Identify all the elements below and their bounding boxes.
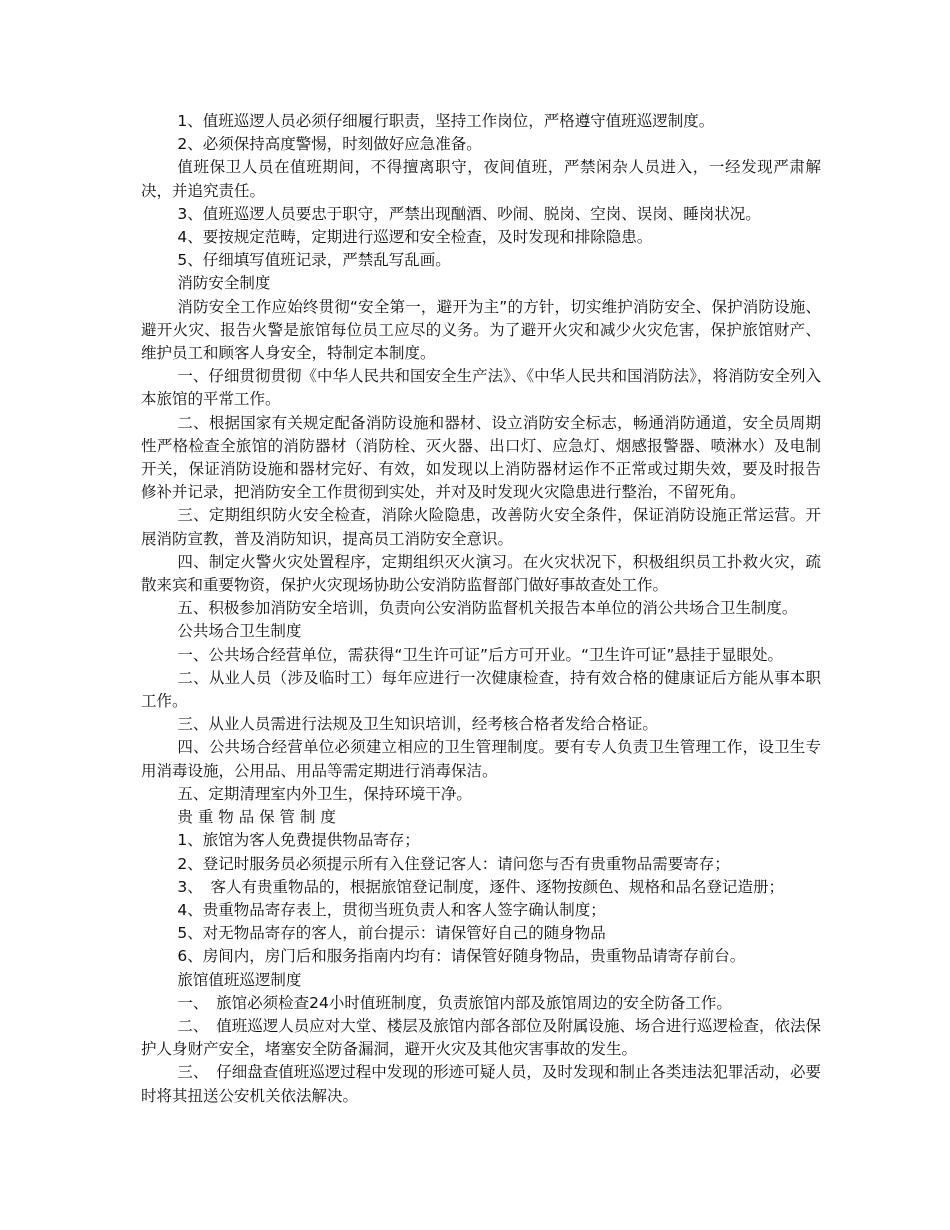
section-heading-fire-safety: 消防安全制度 (177, 274, 271, 293)
section-heading-valuables: 贵 重 物 品 保 管 制 度 (177, 808, 336, 827)
paragraph: 三、 仔细盘查值班巡逻过程中发现的形迹可疑人员，及时发现和制止各类违法犯罪活动，必要时将其扭送公安机关依法解决。 (141, 1063, 821, 1105)
paragraph: 2、登记时服务员必须提示所有入住登记客人：请问您与否有贵重物品需要寄存； (177, 854, 730, 873)
paragraph: 一、 旅馆必须检查24小时值班制度，负责旅馆内部及旅馆周边的安全防备工作。 (177, 993, 732, 1012)
paragraph: 二、根据国家有关规定配备消防设施和器材、设立消防安全标志，畅通消防通道，安全员周期性严格检查全旅馆的消防器材（消防栓、灭火器、出口灯、应急灯、烟感报警器、喷淋水）及电制开关，保证消防设施和器材完好、有效，如发现以上消防器材运作不正常或过期失效，要及时报告修补并记录，把消防安全工作贯彻到实处，并对及时发现火灾隐患进行整治，不留死角。 (141, 413, 821, 502)
paragraph: 值班保卫人员在值班期间，不得擅离职守，夜间值班，严禁闲杂人员进入，一经发现严肃解决，并追究责任。 (141, 158, 821, 200)
paragraph: 四、制定火警火灾处置程序，定期组织灭火演习。在火灾状况下，积极组织员工扑救火灾，疏散来宾和重要物资，保护火灾现场协助公安消防监督部门做好事故查处工作。 (141, 552, 821, 595)
paragraph: 3、值班巡逻人员要忠于职守，严禁出现酗酒、吵闹、脱岗、空岗、误岗、睡岗状况。 (177, 204, 761, 223)
paragraph: 2、必须保持高度警惕，时刻做好应急准备。 (177, 135, 482, 154)
paragraph: 1、值班巡逻人员必须仔细履行职责，坚持工作岗位，严格遵守值班巡逻制度。 (177, 112, 715, 130)
paragraph: 4、要按规定范畴，定期进行巡逻和安全检查，及时发现和排除隐患。 (177, 228, 653, 247)
paragraph: 6、房间内，房门后和服务指南内均有：请保管好随身物品，贵重物品请寄存前台。 (177, 947, 746, 966)
paragraph: 三、定期组织防火安全检查，消除火险隐患，改善防火安全条件，保证消防设施正常运营。开展消防宣教，普及消防知识，提高员工消防安全意识。 (141, 506, 821, 548)
section-heading-patrol: 旅馆值班巡逻制度 (177, 970, 302, 989)
paragraph: 二、 值班巡逻人员应对大堂、楼层及旅馆内部各部位及附属设施、场合进行巡逻检查，依法保护人身财产安全，堵塞安全防备漏洞，避开火灾及其他灾害事故的发生。 (141, 1016, 821, 1059)
paragraph: 三、从业人员需进行法规及卫生知识培训，经考核合格者发给合格证。 (177, 715, 658, 734)
section-heading-public-hygiene: 公共场合卫生制度 (177, 622, 302, 641)
paragraph: 5、仔细填写值班记录，严禁乱写乱画。 (177, 251, 451, 270)
paragraph: 1、旅馆为客人免费提供物品寄存； (177, 831, 420, 850)
paragraph: 5、对无物品寄存的客人，前台提示：请保管好自己的随身物品 (177, 924, 606, 943)
paragraph: 五、积极参加消防安全培训，负责向公安消防监督机关报告本单位的消公共场合卫生制度。 (177, 599, 798, 618)
document-body (141, 110, 821, 1108)
paragraph: 四、公共场合经营单位必须建立相应的卫生管理制度。要有专人负责卫生管理工作，设卫生专用消毒设施，公用品、用品等需定期进行消毒保洁。 (141, 738, 821, 780)
paragraph: 五、定期清理室内外卫生，保持环境干净。 (177, 784, 472, 803)
paragraph: 一、仔细贯彻贯彻《中华人民共和国安全生产法》、《中华人民共和国消防法》，将消防安全列入本旅馆的平常工作。 (141, 367, 821, 409)
paragraph: 3、 客人有贵重物品的，根据旅馆登记制度，逐件、逐物按颜色、规格和品名登记造册； (177, 877, 785, 896)
paragraph: 消防安全工作应始终贯彻“安全第一，避开为主”的方针，切实维护消防安全、保护消防设施、避开火灾、报告火警是旅馆每位员工应尽的义务。为了避开火灾和减少火灾危害，保护旅馆财产、维护员工和顾客人身安全，特制定本制度。 (141, 297, 821, 363)
paragraph: 4、贵重物品寄存表上，贯彻当班负责人和客人签字确认制度； (177, 900, 606, 919)
paragraph: 一、公共场合经营单位，需获得“卫生许可证”后方可开业。“卫生许可证”悬挂于显眼处。 (177, 645, 784, 664)
paragraph: 二、从业人员（涉及临时工）每年应进行一次健康检查，持有效合格的健康证后方能从事本职工作。 (141, 668, 821, 711)
